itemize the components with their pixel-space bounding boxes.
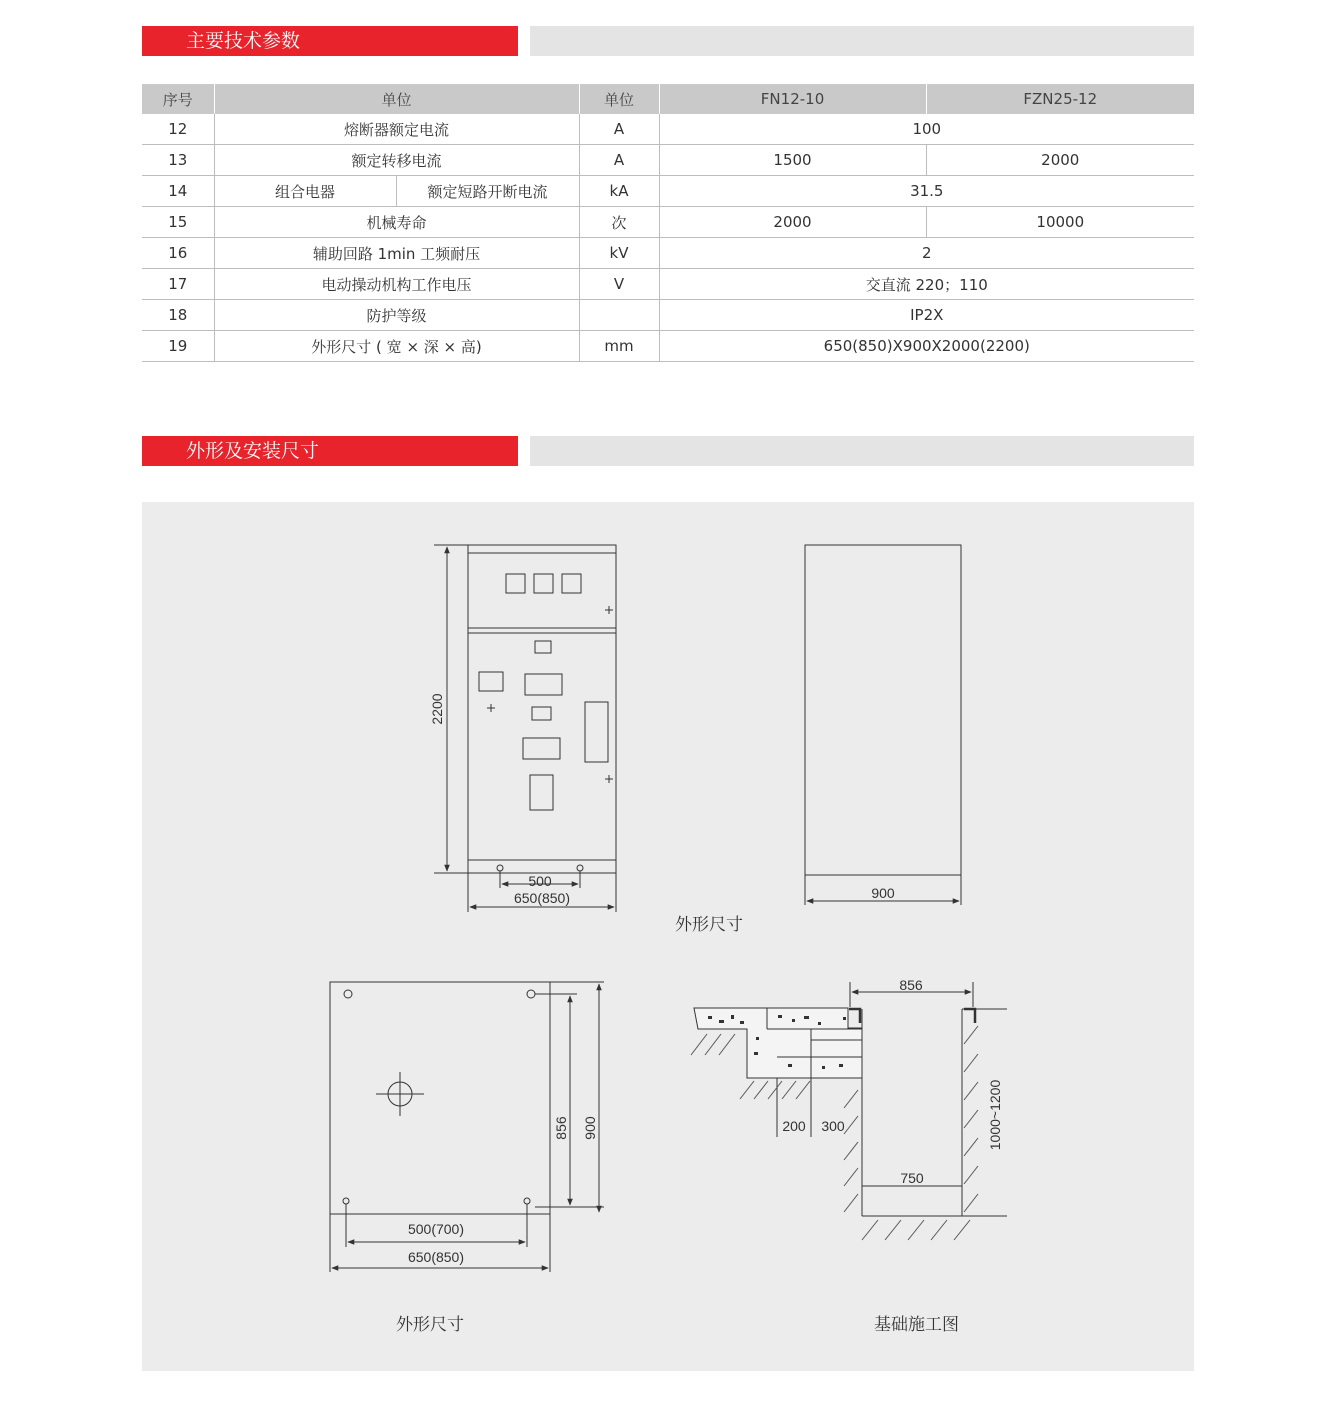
dim-side-depth: 900: [871, 885, 895, 901]
row-unit: mm: [579, 331, 659, 362]
dim-foundation-bottom-width: 750: [900, 1170, 924, 1186]
row-value: IP2X: [659, 300, 1194, 331]
row-no: 12: [142, 114, 214, 145]
section-header-tech-params: [142, 26, 518, 56]
table-row: [142, 114, 1194, 145]
row-no: 15: [142, 207, 214, 238]
row-item: 外形尺寸 ( 宽 × 深 × 高): [214, 331, 579, 362]
table-header-row: [142, 84, 1194, 114]
dim-foundation-top-width: 856: [899, 977, 923, 993]
table-row: [142, 300, 1194, 331]
table-row: [142, 207, 1194, 238]
row-item: 辅助回路 1min 工频耐压: [214, 238, 579, 269]
row-value: 2: [659, 238, 1194, 269]
header-unit: 单位: [579, 84, 659, 114]
dim-plan-inner-depth: 856: [553, 1116, 569, 1140]
row-unit: V: [579, 269, 659, 300]
header-fn12: FN12-10: [659, 84, 926, 114]
row-value-fzn25: 10000: [926, 207, 1194, 238]
technical-drawings: [142, 502, 1194, 1371]
dim-plan-depth: 900: [582, 1116, 598, 1140]
dim-plan-inner-width: 500(700): [407, 1221, 465, 1237]
row-value: 31.5: [659, 176, 1194, 207]
row-value-fn12: 1500: [659, 145, 926, 176]
section-header-dimensions: [142, 436, 518, 466]
row-item: 机械寿命: [214, 207, 579, 238]
row-value: 交直流 220；110: [659, 269, 1194, 300]
row-unit: kA: [579, 176, 659, 207]
row-no: 19: [142, 331, 214, 362]
row-item-group: 组合电器: [214, 176, 396, 207]
section-title: 主要技术参数: [186, 30, 301, 52]
row-item: 额定转移电流: [214, 145, 579, 176]
section-title: 外形及安装尺寸: [186, 440, 320, 462]
row-unit: A: [579, 145, 659, 176]
header-item: 单位: [214, 84, 579, 114]
row-item: 电动操动机构工作电压: [214, 269, 579, 300]
dim-front-height: 2200: [429, 693, 445, 725]
dim-plan-width: 650(850): [407, 1249, 465, 1265]
table-row: [142, 176, 1194, 207]
dim-front-inner-width: 500: [528, 873, 552, 889]
caption-foundation: 基础施工图: [874, 1315, 959, 1335]
row-item: 额定短路开断电流: [396, 176, 579, 207]
table-row: [142, 331, 1194, 362]
row-item: 防护等级: [214, 300, 579, 331]
row-unit: [579, 300, 659, 331]
dim-foundation-trench-depth: 1000~1200: [987, 1079, 1003, 1151]
header-no: 序号: [142, 84, 214, 114]
dim-foundation-d2: 300: [821, 1118, 845, 1134]
row-no: 14: [142, 176, 214, 207]
row-value-fn12: 2000: [659, 207, 926, 238]
foundation-view: [691, 982, 1007, 1240]
side-view: [805, 545, 961, 905]
table-row: [142, 269, 1194, 300]
row-value: 650(850)X900X2000(2200): [659, 331, 1194, 362]
dim-foundation-d1: 200: [782, 1118, 806, 1134]
table-row: [142, 145, 1194, 176]
front-view: [434, 545, 616, 912]
section-header-bar: [530, 26, 1194, 56]
header-fzn25: FZN25-12: [926, 84, 1194, 114]
row-no: 16: [142, 238, 214, 269]
table-row: [142, 238, 1194, 269]
drawing-panel: [142, 502, 1194, 1371]
row-item: 熔断器额定电流: [214, 114, 579, 145]
spec-table: [142, 84, 1194, 362]
row-value: 100: [659, 114, 1194, 145]
section-header-bar: [530, 436, 1194, 466]
row-no: 13: [142, 145, 214, 176]
row-unit: kV: [579, 238, 659, 269]
row-no: 17: [142, 269, 214, 300]
row-no: 18: [142, 300, 214, 331]
row-value-fzn25: 2000: [926, 145, 1194, 176]
dim-front-width: 650(850): [513, 890, 571, 906]
row-unit: 次: [579, 207, 659, 238]
caption-plan-dimensions: 外形尺寸: [396, 1315, 464, 1335]
caption-outline-dimensions: 外形尺寸: [675, 915, 743, 935]
row-unit: A: [579, 114, 659, 145]
